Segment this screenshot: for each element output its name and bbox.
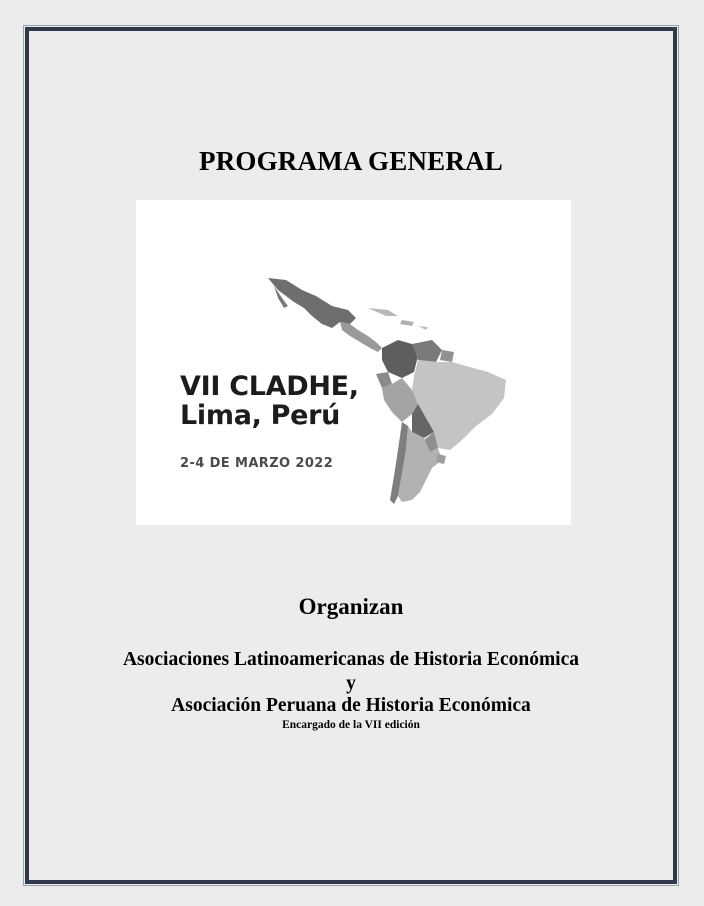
- page-title: PROGRAMA GENERAL: [199, 146, 503, 176]
- banner-title-line1: VII CLADHE,: [180, 371, 359, 402]
- organizer-note: Encargado de la VII edición: [282, 719, 420, 731]
- organizers-heading: Organizan: [298, 594, 404, 619]
- organizer-2: Asociación Peruana de Historia Económica: [171, 695, 531, 716]
- page-frame: [25, 27, 677, 884]
- banner-title-line2: Lima, Perú: [180, 400, 341, 431]
- organizer-connector: y: [346, 673, 356, 694]
- event-banner: [136, 200, 571, 525]
- latin-america-map-icon: [136, 200, 571, 525]
- banner-dates: 2-4 DE MARZO 2022: [180, 456, 334, 471]
- banner-title: [180, 372, 359, 430]
- organizer-1: Asociaciones Latinoamericanas de Historia Económica: [122, 649, 580, 670]
